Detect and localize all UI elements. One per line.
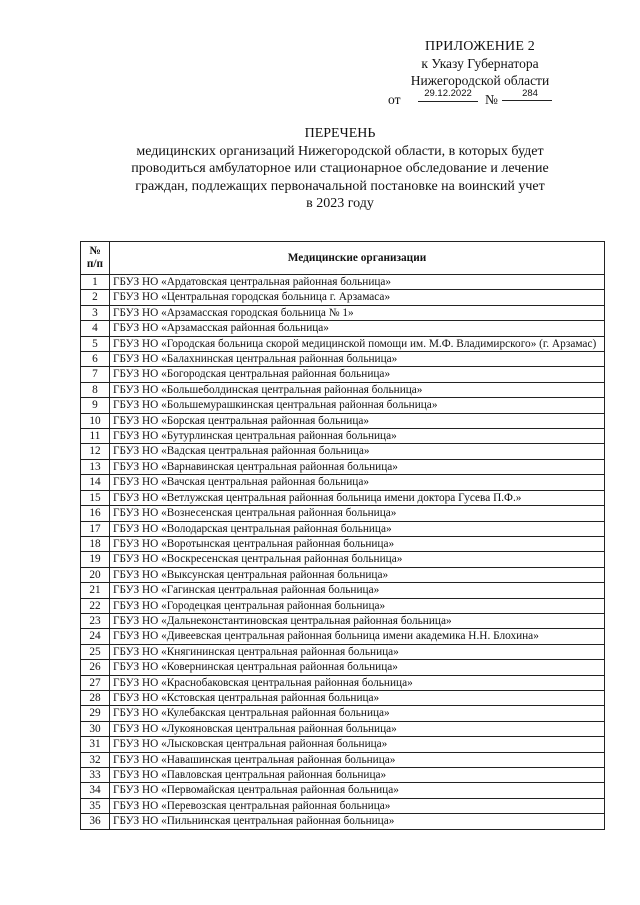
decree-number: 284 (502, 87, 552, 101)
organizations-table (80, 241, 605, 830)
decree-date-line (380, 89, 580, 107)
row-number: 35 (81, 798, 110, 813)
table-row (81, 444, 605, 459)
row-number: 33 (81, 768, 110, 783)
table-row (81, 305, 605, 320)
row-number: 11 (81, 429, 110, 444)
table-row (81, 783, 605, 798)
row-number: 19 (81, 552, 110, 567)
table-row (81, 536, 605, 551)
row-number: 18 (81, 536, 110, 551)
row-number: 20 (81, 567, 110, 582)
appendix-line-decree: к Указу Губернатора (421, 56, 539, 71)
table-row (81, 475, 605, 490)
row-number: 32 (81, 752, 110, 767)
organization-name: ГБУЗ НО «Вадская центральная районная больница» (110, 444, 605, 459)
row-number: 15 (81, 490, 110, 505)
table-header-row (81, 242, 605, 275)
organization-name: ГБУЗ НО «Кулебакская центральная районная больница» (110, 706, 605, 721)
table-row (81, 398, 605, 413)
table-row (81, 644, 605, 659)
organization-name: ГБУЗ НО «Арзамасская городская больница № 1» (110, 305, 605, 320)
organization-name: ГБУЗ НО «Городецкая центральная районная больница» (110, 598, 605, 613)
organization-name: ГБУЗ НО «Перевозская центральная районная больница» (110, 798, 605, 813)
organization-name: ГБУЗ НО «Кстовская центральная районная больница» (110, 690, 605, 705)
row-number: 28 (81, 690, 110, 705)
row-number: 23 (81, 613, 110, 628)
organization-name: ГБУЗ НО «Навашинская центральная районная больница» (110, 752, 605, 767)
organization-name: ГБУЗ НО «Большемурашкинская центральная районная больница» (110, 398, 605, 413)
organization-name: ГБУЗ НО «Богородская центральная районная больница» (110, 367, 605, 382)
document-title (90, 125, 590, 213)
table-row (81, 490, 605, 505)
organization-name: ГБУЗ НО «Пильнинская центральная районная больница» (110, 814, 605, 829)
table-row (81, 737, 605, 752)
title-line-4: в 2023 году (306, 196, 374, 211)
organization-name: ГБУЗ НО «Ковернинская центральная районная больница» (110, 660, 605, 675)
table-row (81, 382, 605, 397)
table-row (81, 629, 605, 644)
appendix-header (380, 38, 580, 107)
number-sign: № (485, 92, 498, 107)
row-number: 9 (81, 398, 110, 413)
row-number: 21 (81, 583, 110, 598)
title-heading: ПЕРЕЧЕНЬ (304, 126, 376, 141)
row-number: 13 (81, 459, 110, 474)
table-row (81, 552, 605, 567)
table-row (81, 321, 605, 336)
row-number: 8 (81, 382, 110, 397)
row-number: 27 (81, 675, 110, 690)
row-number: 14 (81, 475, 110, 490)
organization-name: ГБУЗ НО «Лысковская центральная районная больница» (110, 737, 605, 752)
table-row (81, 721, 605, 736)
table-row (81, 567, 605, 582)
title-line-1: медицинских организаций Нижегородской области, в которых будет (136, 143, 544, 159)
organization-name: ГБУЗ НО «Володарская центральная районная больница» (110, 521, 605, 536)
table-row (81, 768, 605, 783)
table-row (81, 660, 605, 675)
organization-name: ГБУЗ НО «Выксунская центральная районная больница» (110, 567, 605, 582)
row-number: 7 (81, 367, 110, 382)
row-number: 5 (81, 336, 110, 351)
organization-name: ГБУЗ НО «Княгининская центральная районная больница» (110, 644, 605, 659)
organization-name: ГБУЗ НО «Первомайская центральная районная больница» (110, 783, 605, 798)
organization-name: ГБУЗ НО «Ардатовская центральная районная больница» (110, 275, 605, 290)
organization-name: ГБУЗ НО «Дальнеконстантиновская центральная районная больница» (110, 613, 605, 628)
table-row (81, 583, 605, 598)
organization-name: ГБУЗ НО «Городская больница скорой медицинской помощи им. М.Ф. Владимирского» (г. Арзамас) (110, 336, 605, 351)
table-row (81, 598, 605, 613)
row-number: 31 (81, 737, 110, 752)
organization-name: ГБУЗ НО «Бутурлинская центральная районная больница» (110, 429, 605, 444)
organization-name: ГБУЗ НО «Большеболдинская центральная районная больница» (110, 382, 605, 397)
organization-name: ГБУЗ НО «Центральная городская больница г. Арзамаса» (110, 290, 605, 305)
organization-name: ГБУЗ НО «Вачская центральная районная больница» (110, 475, 605, 490)
organization-name: ГБУЗ НО «Краснобаковская центральная районная больница» (110, 675, 605, 690)
column-header-number (81, 242, 110, 275)
table-row (81, 675, 605, 690)
row-number: 1 (81, 275, 110, 290)
row-number: 2 (81, 290, 110, 305)
row-number: 25 (81, 644, 110, 659)
from-label: от (388, 92, 401, 107)
row-number: 26 (81, 660, 110, 675)
organization-name: ГБУЗ НО «Арзамасская районная больница» (110, 321, 605, 336)
table-row (81, 798, 605, 813)
row-number: 6 (81, 352, 110, 367)
row-number: 22 (81, 598, 110, 613)
organization-name: ГБУЗ НО «Варнавинская центральная районная больница» (110, 459, 605, 474)
table-row (81, 429, 605, 444)
appendix-line-region: Нижегородской области (410, 73, 550, 88)
organization-name: ГБУЗ НО «Лукояновская центральная районная больница» (110, 721, 605, 736)
organization-name: ГБУЗ НО «Гагинская центральная районная больница» (110, 583, 605, 598)
row-number: 12 (81, 444, 110, 459)
organization-name: ГБУЗ НО «Павловская центральная районная больница» (110, 768, 605, 783)
row-number: 17 (81, 521, 110, 536)
table-row (81, 336, 605, 351)
table-row (81, 752, 605, 767)
table-row (81, 613, 605, 628)
table-row (81, 459, 605, 474)
organization-name: ГБУЗ НО «Ветлужская центральная районная больница имени доктора Гусева П.Ф.» (110, 490, 605, 505)
title-line-2: проводиться амбулаторное или стационарное обследование и лечение (131, 161, 549, 176)
organization-name: ГБУЗ НО «Балахнинская центральная районная больница» (110, 352, 605, 367)
organization-name: ГБУЗ НО «Вознесенская центральная районная больница» (110, 506, 605, 521)
table-row (81, 290, 605, 305)
table-row (81, 352, 605, 367)
row-number: 29 (81, 706, 110, 721)
column-header-number-pp: п/п (86, 258, 104, 270)
organization-name: ГБУЗ НО «Воротынская центральная районная больница» (110, 536, 605, 551)
table-row (81, 506, 605, 521)
appendix-heading: ПРИЛОЖЕНИЕ 2 (424, 39, 536, 54)
organization-name: ГБУЗ НО «Воскресенская центральная районная больница» (110, 552, 605, 567)
table-row (81, 367, 605, 382)
row-number: 34 (81, 783, 110, 798)
row-number: 10 (81, 413, 110, 428)
row-number: 24 (81, 629, 110, 644)
column-header-organization: Медицинские организации (110, 242, 605, 275)
table-row (81, 690, 605, 705)
row-number: 30 (81, 721, 110, 736)
row-number: 3 (81, 305, 110, 320)
title-line-3: граждан, подлежащих первоначальной постановке на воинский учет (135, 178, 545, 194)
column-header-number-sign: № (89, 245, 101, 257)
organization-name: ГБУЗ НО «Борская центральная районная больница» (110, 413, 605, 428)
table-row (81, 814, 605, 829)
row-number: 4 (81, 321, 110, 336)
table-row (81, 275, 605, 290)
table-row (81, 521, 605, 536)
row-number: 16 (81, 506, 110, 521)
decree-date: 29.12.2022 (418, 87, 478, 102)
organization-name: ГБУЗ НО «Дивеевская центральная районная больница имени академика Н.Н. Блохина» (110, 629, 605, 644)
table-row (81, 706, 605, 721)
row-number: 36 (81, 814, 110, 829)
table-row (81, 413, 605, 428)
